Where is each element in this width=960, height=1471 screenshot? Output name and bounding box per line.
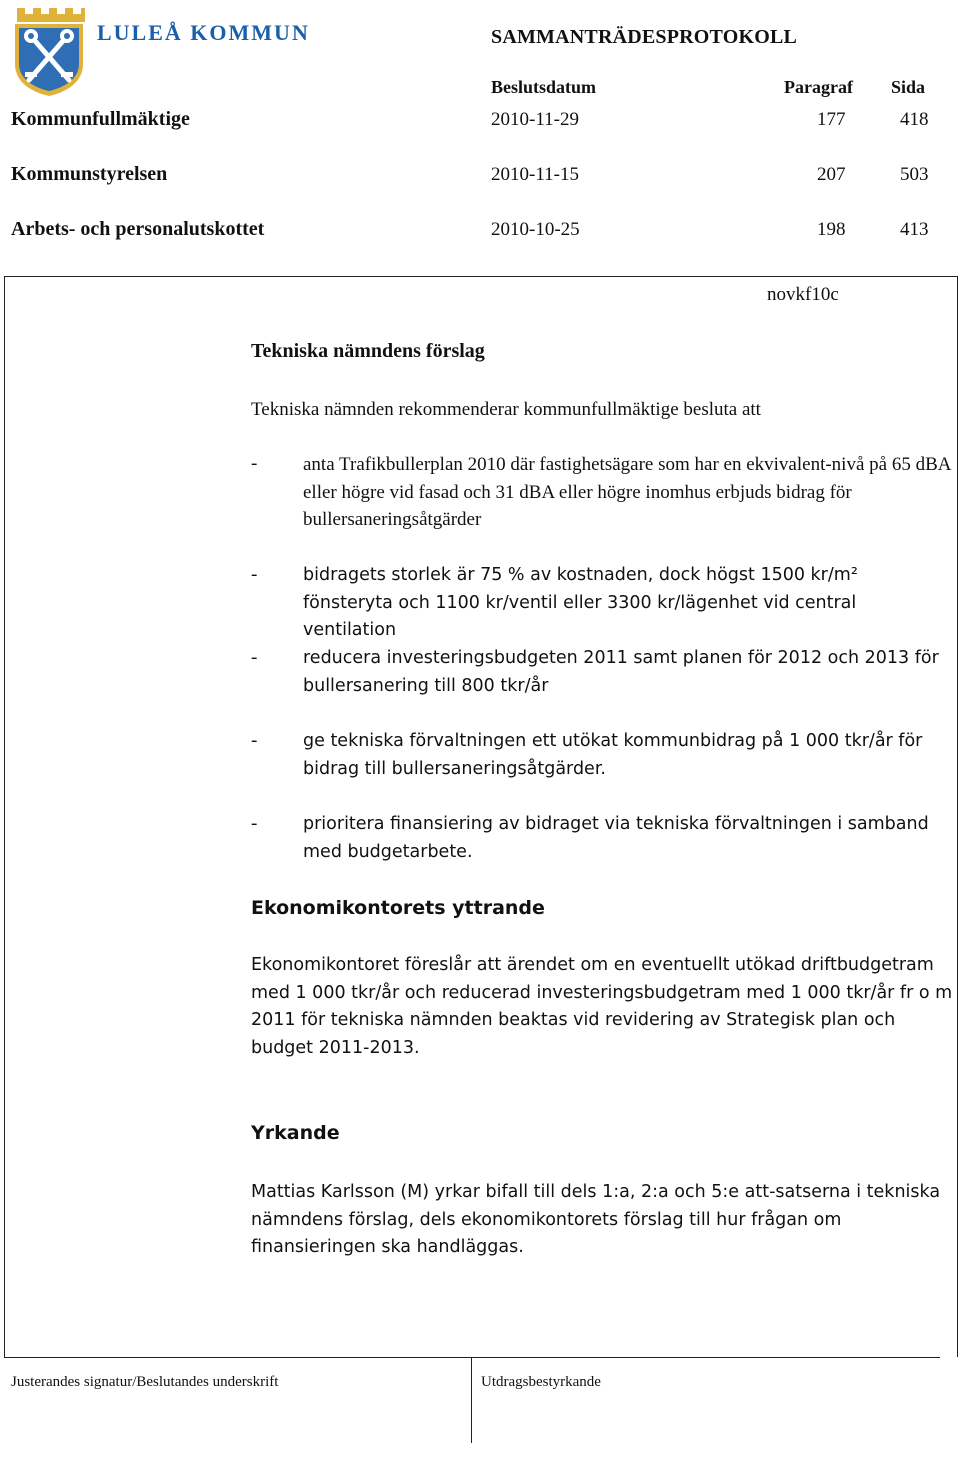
bullet-text: anta Trafikbullerplan 2010 där fastighetsägare som har en ekvivalent-nivå på 65 dBA eller högre vid fasad och 31 dBA eller högre inomhus erbjuds bidrag för bullersaneringsåtgärder	[303, 454, 951, 530]
bullet-mark: -	[251, 647, 258, 668]
meeting-paragraph: 177	[817, 109, 846, 130]
bullet-text: ge tekniska förvaltningen ett utökat kommunbidrag på 1 000 tkr/år för bidrag till bullersaneringsåtgärder.	[303, 731, 923, 779]
bullet-mark: -	[251, 453, 258, 474]
bullet-mark: -	[251, 730, 258, 751]
meeting-body: Arbets- och personalutskottet	[11, 218, 265, 240]
document-type: SAMMANTRÄDESPROTOKOLL	[491, 26, 798, 48]
column-header-page: Sida	[891, 77, 926, 97]
meeting-page: 418	[900, 109, 929, 130]
finance-statement-text: Ekonomikontoret föreslår att ärendet om en eventuellt utökad driftbudgetram med 1 000 tkr/år och reducerad investeringsbudgetram med 1 000 tkr/år fr o m 2011 för tekniska nämnden beaktas vid revidering av Strategisk plan och budget 2011-2013.	[251, 955, 953, 1058]
meeting-body: Kommunstyrelsen	[11, 163, 168, 185]
column-header-paragraph: Paragraf	[784, 77, 853, 97]
section-heading-motion: Yrkande	[251, 1122, 340, 1144]
footer-column-divider	[471, 1357, 472, 1443]
bullet-text: bidragets storlek är 75 % av kostnaden, dock högst 1500 kr/m² fönsteryta och 1100 kr/ventil eller 3300 kr/lägenhet vid central ventilation	[303, 565, 858, 640]
bullet-mark: -	[251, 564, 258, 585]
organization-name: LULEÅ KOMMUN	[97, 20, 310, 45]
meeting-page: 503	[900, 164, 929, 185]
proposal-intro: Tekniska nämnden rekommenderar kommunfullmäktige besluta att	[251, 399, 761, 420]
lulea-coat-of-arms-icon	[11, 4, 87, 96]
meeting-date: 2010-10-25	[491, 219, 580, 240]
meeting-date: 2010-11-15	[491, 164, 579, 185]
meeting-body: Kommunfullmäktige	[11, 108, 190, 130]
motion-text: Mattias Karlsson (M) yrkar bifall till dels 1:a, 2:a och 5:e att-satserna i tekniska nämndens förslag, dels ekonomikontorets förslag till hur frågan om finansieringen ska handläggas.	[251, 1182, 941, 1257]
meeting-page: 413	[900, 219, 929, 240]
bullet-text: reducera investeringsbudgeten 2011 samt planen för 2012 och 2013 för bullersanering till 800 tkr/år	[303, 648, 939, 696]
meeting-date: 2010-11-29	[491, 109, 579, 130]
meeting-paragraph: 207	[817, 164, 846, 185]
meeting-paragraph: 198	[817, 219, 846, 240]
footer-divider-line	[4, 1357, 940, 1358]
bullet-mark: -	[251, 813, 258, 834]
signature-label: Justerandes signatur/Beslutandes underskrift	[11, 1374, 279, 1390]
document-code: novkf10c	[767, 284, 839, 305]
extract-certification-label: Utdragsbestyrkande	[481, 1374, 601, 1390]
section-heading-finance-statement: Ekonomikontorets yttrande	[251, 897, 545, 919]
section-heading-technical-proposal: Tekniska nämndens förslag	[251, 340, 485, 362]
bullet-text: prioritera finansiering av bidraget via tekniska förvaltningen i samband med budgetarbete.	[303, 814, 929, 862]
column-header-date: Beslutsdatum	[491, 77, 597, 97]
